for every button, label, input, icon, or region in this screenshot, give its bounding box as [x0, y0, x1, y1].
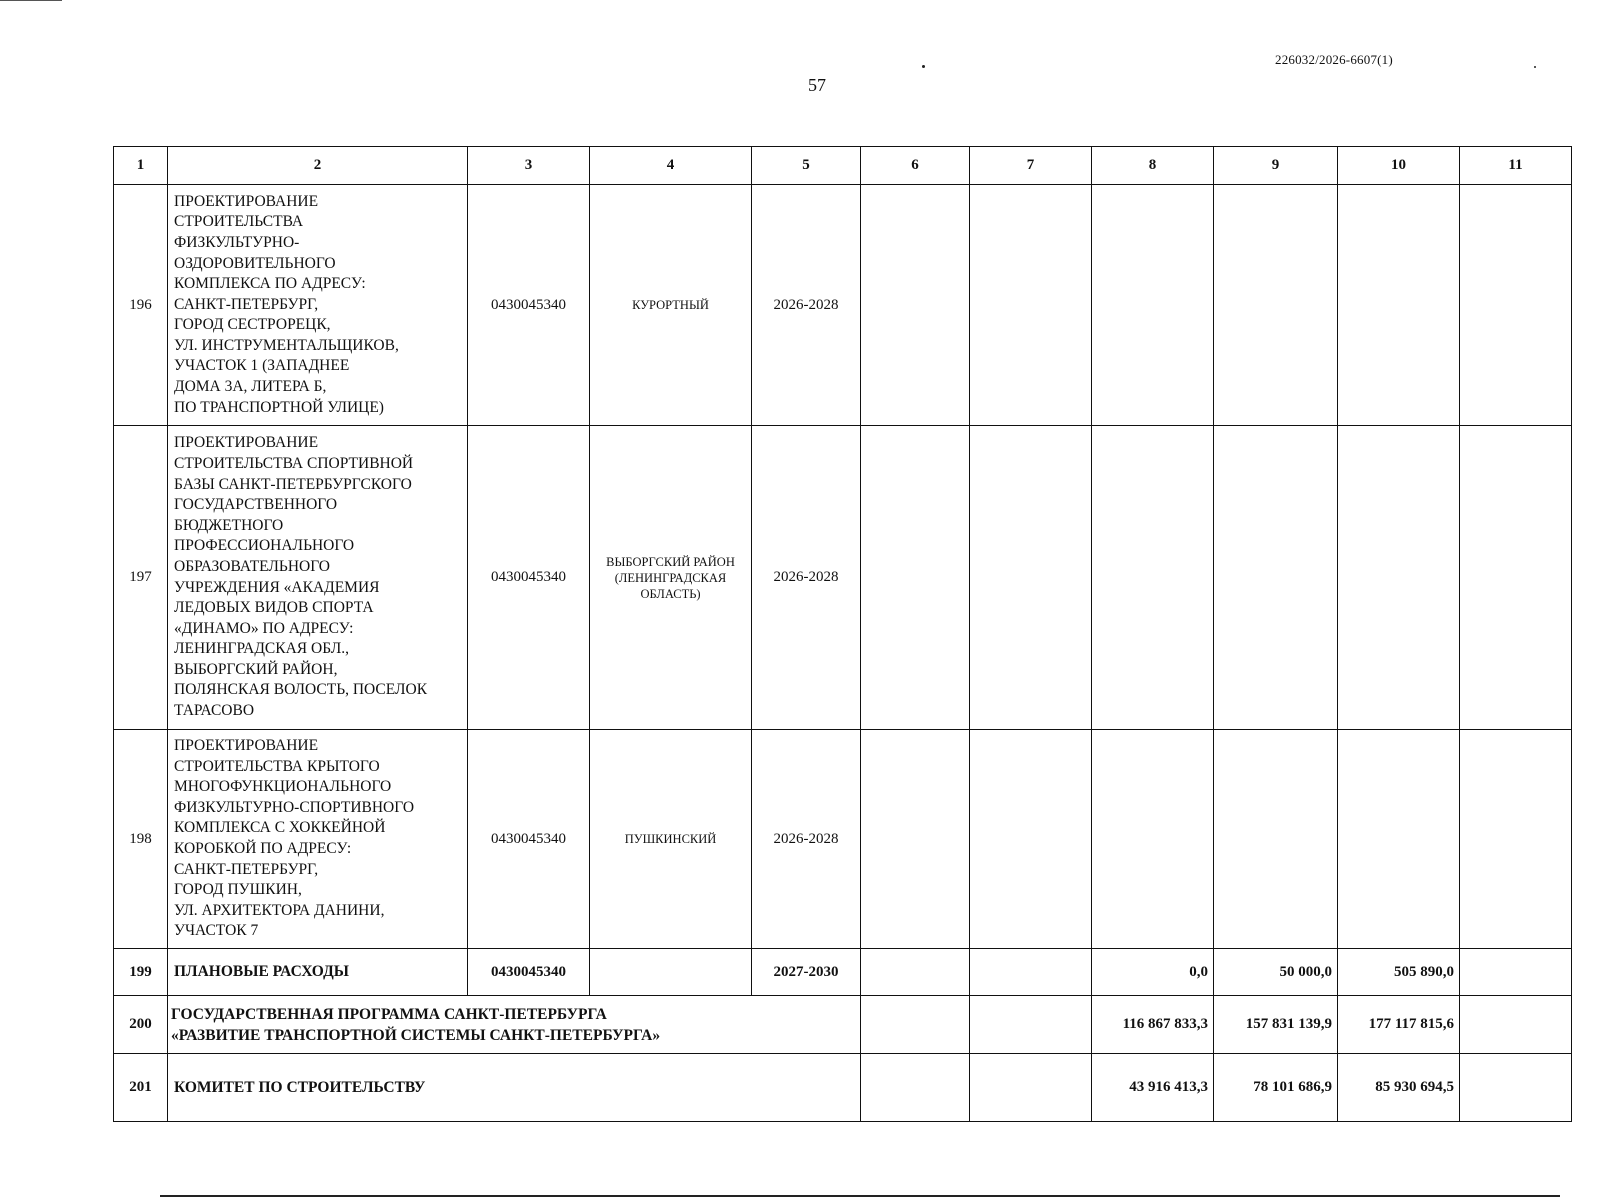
header-cell: 8	[1092, 147, 1214, 185]
document-registry-number: 226032/2026-6607(1)	[1275, 52, 1393, 67]
name-line: ТАРАСОВО	[174, 702, 255, 720]
object-name	[168, 426, 468, 730]
period: 2026-2028	[752, 426, 861, 730]
name-line: МНОГОФУНКЦИОНАЛЬНОГО	[174, 778, 392, 796]
amount-col8: 43 916 413,3	[1092, 1054, 1214, 1122]
name-line: УЧАСТОК 7	[174, 922, 259, 940]
name-line: СТРОИТЕЛЬСТВА КРЫТОГО	[174, 757, 380, 775]
committee-total-row	[114, 1054, 1572, 1122]
table-row	[114, 185, 1572, 426]
name-line: ФИЗКУЛЬТУРНО-	[174, 233, 300, 251]
empty-cell	[590, 949, 752, 996]
empty-cell	[1092, 426, 1214, 730]
row-number: 198	[114, 730, 168, 949]
name-line: ПОЛЯНСКАЯ ВОЛОСТЬ, ПОСЕЛОК	[174, 681, 428, 699]
amount-col9: 78 101 686,9	[1214, 1054, 1338, 1122]
row-number: 196	[114, 185, 168, 426]
header-cell: 6	[861, 147, 970, 185]
amount-col8: 116 867 833,3	[1092, 996, 1214, 1054]
district-line: ВЫБОРГСКИЙ РАЙОН	[606, 554, 735, 569]
program-title	[168, 996, 861, 1054]
name-line: ОБРАЗОВАТЕЛЬНОГО	[174, 557, 330, 575]
district	[590, 426, 752, 730]
name-line: ГОРОД ПУШКИН,	[174, 881, 302, 899]
empty-cell	[970, 996, 1092, 1054]
header-cell: 1	[114, 147, 168, 185]
scan-speck	[1534, 66, 1536, 68]
name-line: «ДИНАМО» ПО АДРЕСУ:	[174, 619, 354, 637]
row-title: ПЛАНОВЫЕ РАСХОДЫ	[168, 949, 468, 996]
empty-cell	[861, 730, 970, 949]
name-line: СТРОИТЕЛЬСТВА	[174, 213, 304, 231]
row-number: 199	[114, 949, 168, 996]
table-header	[114, 147, 1572, 185]
name-line: ГОРОД СЕСТРОРЕЦК,	[174, 316, 331, 334]
period: 2026-2028	[752, 730, 861, 949]
amount-col9: 157 831 139,9	[1214, 996, 1338, 1054]
name-line: УЛ. ИНСТРУМЕНТАЛЬЩИКОВ,	[174, 336, 399, 354]
object-name	[168, 185, 468, 426]
district	[590, 730, 752, 949]
empty-cell	[861, 1054, 970, 1122]
planned-expenses-row	[114, 949, 1572, 996]
row-number: 200	[114, 996, 168, 1054]
district	[590, 185, 752, 426]
amount-col10: 177 117 815,6	[1338, 996, 1460, 1054]
header-cell: 4	[590, 147, 752, 185]
empty-cell	[1460, 185, 1572, 426]
name-line: УЛ. АРХИТЕКТОРА ДАНИНИ,	[174, 901, 385, 919]
name-line: УЧРЕЖДЕНИЯ «АКАДЕМИЯ	[174, 578, 380, 596]
period: 2027-2030	[752, 949, 861, 996]
budget-table	[113, 146, 1572, 1122]
empty-cell	[861, 996, 970, 1054]
empty-cell	[1460, 996, 1572, 1054]
program-title-line: ГОСУДАРСТВЕННАЯ ПРОГРАММА САНКТ-ПЕТЕРБУРГА	[171, 1005, 607, 1023]
period: 2026-2028	[752, 185, 861, 426]
scan-speck	[922, 65, 925, 68]
name-line: ПРОЕКТИРОВАНИЕ	[174, 737, 319, 755]
district-line: ОБЛАСТЬ)	[640, 586, 701, 601]
name-line: ПО ТРАНСПОРТНОЙ УЛИЦЕ)	[174, 398, 384, 416]
object-name	[168, 730, 468, 949]
name-line: СТРОИТЕЛЬСТВА СПОРТИВНОЙ	[174, 454, 414, 472]
empty-cell	[1214, 426, 1338, 730]
budget-code: 0430045340	[468, 185, 590, 426]
empty-cell	[861, 949, 970, 996]
empty-cell	[1338, 185, 1460, 426]
name-line: ЛЕНИНГРАДСКАЯ ОБЛ.,	[174, 640, 349, 658]
name-line: ПРОЕКТИРОВАНИЕ	[174, 434, 319, 452]
top-edge-rule	[0, 0, 62, 1]
name-line: ДОМА 3А, ЛИТЕРА Б,	[174, 378, 327, 396]
name-line: ГОСУДАРСТВЕННОГО	[174, 496, 338, 514]
name-line: БЮДЖЕТНОГО	[174, 516, 284, 534]
empty-cell	[1214, 730, 1338, 949]
name-line: ПРОФЕССИОНАЛЬНОГО	[174, 537, 355, 555]
name-line: САНКТ-ПЕТЕРБУРГ,	[174, 860, 319, 878]
header-cell: 9	[1214, 147, 1338, 185]
header-cell: 11	[1460, 147, 1572, 185]
table-row	[114, 426, 1572, 730]
name-line: ПРОЕКТИРОВАНИЕ	[174, 192, 319, 210]
empty-cell	[970, 185, 1092, 426]
empty-cell	[1460, 426, 1572, 730]
program-title-line: «РАЗВИТИЕ ТРАНСПОРТНОЙ СИСТЕМЫ САНКТ-ПЕТЕРБУРГА»	[171, 1026, 661, 1044]
bottom-edge-rule	[160, 1195, 1560, 1197]
empty-cell	[1092, 185, 1214, 426]
empty-cell	[970, 949, 1092, 996]
amount-col10: 85 930 694,5	[1338, 1054, 1460, 1122]
committee-title: КОМИТЕТ ПО СТРОИТЕЛЬСТВУ	[168, 1054, 861, 1122]
empty-cell	[861, 426, 970, 730]
empty-cell	[970, 426, 1092, 730]
row-number: 201	[114, 1054, 168, 1122]
name-line: ФИЗКУЛЬТУРНО-СПОРТИВНОГО	[174, 798, 415, 816]
amount-col9: 50 000,0	[1214, 949, 1338, 996]
header-cell: 2	[168, 147, 468, 185]
program-total-row	[114, 996, 1572, 1054]
empty-cell	[1460, 730, 1572, 949]
table-row	[114, 730, 1572, 949]
name-line: БАЗЫ САНКТ-ПЕТЕРБУРГСКОГО	[174, 475, 412, 493]
name-line: ОЗДОРОВИТЕЛЬНОГО	[174, 254, 336, 272]
amount-col10: 505 890,0	[1338, 949, 1460, 996]
name-line: КОРОБКОЙ ПО АДРЕСУ:	[174, 840, 352, 857]
name-line: ЛЕДОВЫХ ВИДОВ СПОРТА	[174, 599, 374, 617]
budget-code: 0430045340	[468, 426, 590, 730]
name-line: КОМПЛЕКСА ПО АДРЕСУ:	[174, 275, 366, 293]
empty-cell	[1092, 730, 1214, 949]
header-cell: 7	[970, 147, 1092, 185]
page-number: 57	[808, 75, 826, 95]
header-cell: 3	[468, 147, 590, 185]
empty-cell	[1338, 426, 1460, 730]
name-line: ВЫБОРГСКИЙ РАЙОН,	[174, 660, 338, 678]
empty-cell	[1460, 1054, 1572, 1122]
district-line: (ЛЕНИНГРАДСКАЯ	[614, 570, 727, 585]
empty-cell	[970, 1054, 1092, 1122]
header-cell: 5	[752, 147, 861, 185]
name-line: КОМПЛЕКСА С ХОККЕЙНОЙ	[174, 819, 386, 837]
empty-cell	[861, 185, 970, 426]
name-line: САНКТ-ПЕТЕРБУРГ,	[174, 295, 319, 313]
empty-cell	[1338, 730, 1460, 949]
empty-cell	[1214, 185, 1338, 426]
empty-cell	[970, 730, 1092, 949]
row-number: 197	[114, 426, 168, 730]
budget-code: 0430045340	[468, 949, 590, 996]
empty-cell	[1460, 949, 1572, 996]
name-line: УЧАСТОК 1 (ЗАПАДНЕЕ	[174, 357, 350, 375]
district-line: ПУШКИНСКИЙ	[624, 832, 717, 846]
amount-col8: 0,0	[1092, 949, 1214, 996]
budget-code: 0430045340	[468, 730, 590, 949]
district-line: КУРОРТНЫЙ	[632, 298, 709, 312]
header-cell: 10	[1338, 147, 1460, 185]
